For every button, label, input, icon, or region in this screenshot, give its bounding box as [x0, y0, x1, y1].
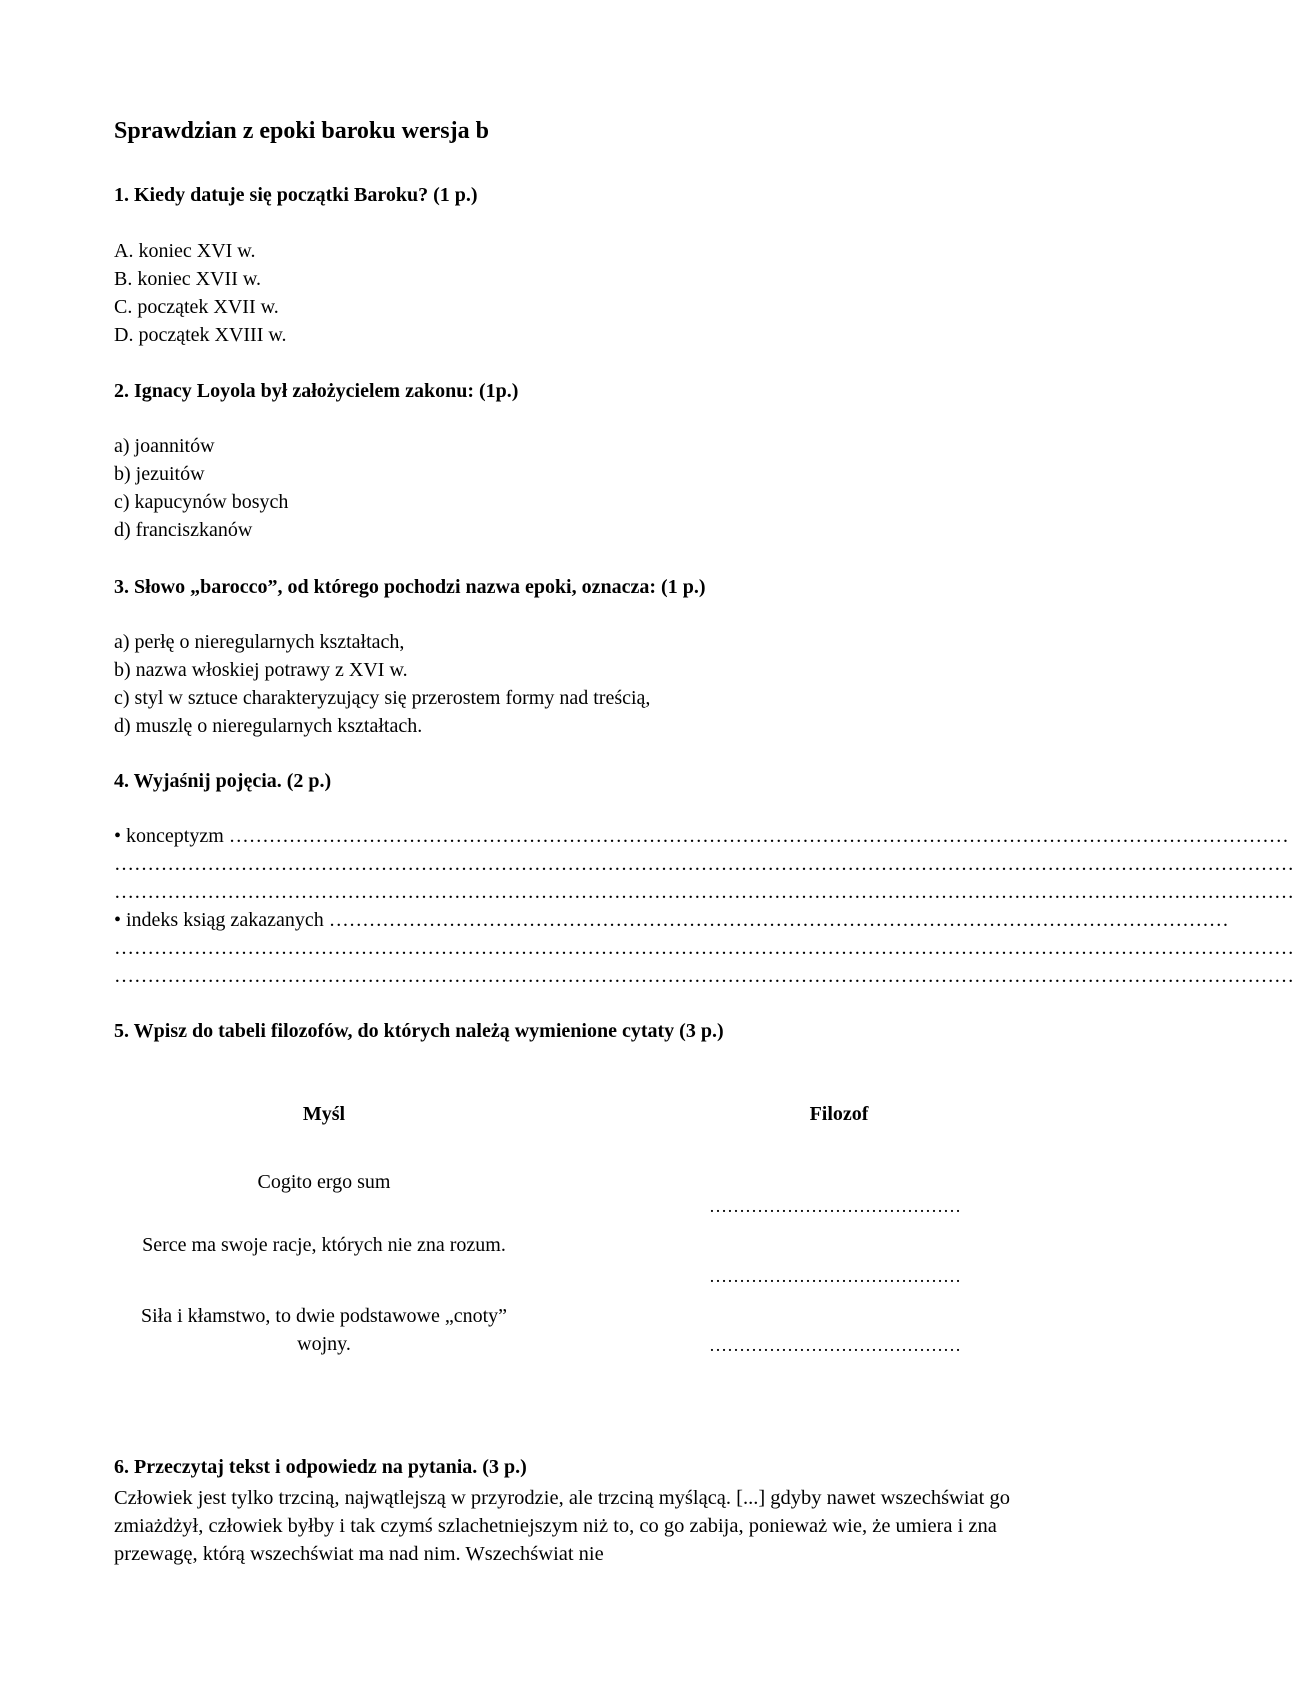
q4-answer-block-1	[114, 822, 1294, 906]
q2-option-c: c) kapucynów bosych	[114, 491, 289, 513]
answer-line: ……………………………………………………………………………………………………………………………………………………………	[114, 853, 1294, 875]
table-header-thought: Myśl	[302, 1103, 346, 1125]
q4-term1-line: • konceptyzm ……………………………………………………………………………………………………………………………………………	[114, 825, 1289, 847]
question-5: 5. Wpisz do tabeli filozofów, do których należą wymienione cytaty (3 p.)	[114, 1020, 724, 1042]
q4-term2: • indeks ksiąg zakazanych	[114, 909, 324, 931]
document-title: Sprawdzian z epoki baroku wersja b	[114, 118, 489, 144]
q1-option-d: D. początek XVIII w.	[114, 324, 287, 346]
question-2: 2. Ignacy Loyola był założycielem zakonu: (1p.)	[114, 380, 519, 402]
question-3: 3. Słowo „barocco”, od którego pochodzi nazwa epoki, oznacza: (1 p.)	[114, 576, 706, 598]
q3-option-a: a) perłę o nieregularnych kształtach,	[114, 631, 405, 653]
q4-answer-block-2	[114, 906, 1294, 990]
q2-option-a: a) joannitów	[114, 435, 215, 457]
table-answer-3: ……………………………………	[709, 1335, 961, 1355]
table-thought-1: Cogito ergo sum	[257, 1171, 391, 1193]
answer-line: ……………………………………………………………………………………………………………………………………………………………	[114, 937, 1294, 959]
q1-option-b: B. koniec XVII w.	[114, 268, 262, 290]
table-thought-3-line-1: Siła i kłamstwo, to dwie podstawowe „cnoty”	[140, 1305, 508, 1327]
q2-option-d: d) franciszkanów	[114, 519, 253, 541]
q3-option-c: c) styl w sztuce charakteryzujący się przerostem formy nad treścią,	[114, 687, 651, 709]
question-6: 6. Przeczytaj tekst i odpowiedz na pytania. (3 p.)	[114, 1456, 527, 1478]
q2-option-b: b) jezuitów	[114, 463, 205, 485]
question-4: 4. Wyjaśnij pojęcia. (2 p.)	[114, 770, 332, 792]
q1-option-a: A. koniec XVI w.	[114, 240, 256, 262]
q4-term1: • konceptyzm	[114, 825, 224, 847]
q4-term2-line: • indeks ksiąg zakazanych ………………………………………………………………………………………………………………………	[114, 909, 1229, 931]
q6-passage: Człowiek jest tylko trzciną, najwątlejszą w przyrodzie, ale trzciną myślącą. [...] gdyby nawet wszechświat go zmiażdżył, człowiek byłby i tak czymś szlachetniejszym niż to, co go zabija, ponieważ wie, że umiera i zna przewagę, którą wszechświat ma nad nim. Wszechświat nie	[114, 1487, 1010, 1565]
answer-line: ……………………………………………………………………………………………………………………………………………………………	[114, 965, 1294, 987]
table-thought-2: Serce ma swoje racje, których nie zna rozum.	[142, 1234, 506, 1256]
answer-line: ……………………………………………………………………………………………………………………………………………………………	[114, 881, 1294, 903]
table-answer-1: ……………………………………	[709, 1196, 961, 1216]
question-1: 1. Kiedy datuje się początki Baroku? (1 p.)	[114, 184, 478, 206]
q3-option-d: d) muszlę o nieregularnych kształtach.	[114, 715, 423, 737]
table-thought-3	[114, 1302, 534, 1358]
table-thought-3-line-2: wojny.	[297, 1333, 351, 1355]
q1-option-c: C. początek XVII w.	[114, 296, 279, 318]
table-header-philosopher: Filozof	[809, 1103, 869, 1125]
q3-option-b: b) nazwa włoskiej potrawy z XVI w.	[114, 659, 408, 681]
table-answer-2: ……………………………………	[709, 1266, 961, 1286]
